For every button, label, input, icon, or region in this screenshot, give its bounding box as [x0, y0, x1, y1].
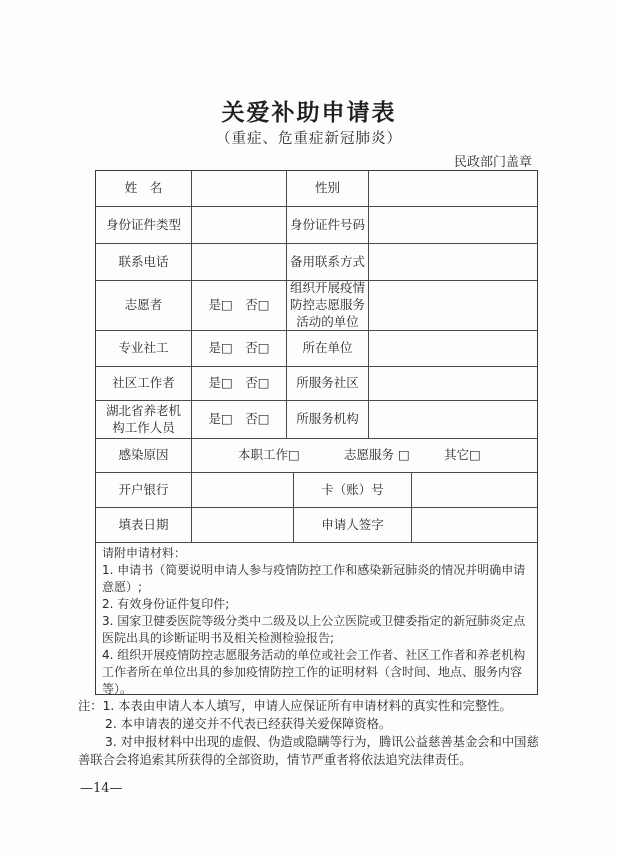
table-row [96, 281, 537, 331]
infection-option-volunteer[interactable]: 志愿服务 □ [344, 447, 410, 463]
volunteer-yes-no-checkbox[interactable]: 是□ 否□ [191, 281, 286, 330]
name-label: 姓 名 [124, 180, 163, 196]
gender-label: 性别 [286, 171, 368, 206]
community-worker-label: 社区工作者 [112, 375, 175, 391]
id-number-field[interactable] [368, 207, 537, 243]
form-title: 关爱补助申请表 [221, 99, 397, 126]
table-row [96, 367, 537, 401]
infection-reason-label: 感染原因 [118, 447, 169, 463]
phone-label: 联系电话 [118, 253, 169, 269]
attachment-item: 1. 申请书（简要说明申请人参与疫情防控工作和感染新冠肺炎的情况并明确申请意愿）; [102, 563, 526, 594]
infection-option-work[interactable]: 本职工作□ [238, 447, 300, 463]
elderly-care-yes-no-checkbox[interactable]: 是□ 否□ [191, 401, 286, 438]
backup-contact-label: 备用联系方式 [286, 244, 368, 280]
page-number: —14— [80, 781, 123, 796]
id-number-label: 身份证件号码 [286, 207, 368, 243]
table-row [96, 331, 537, 367]
phone-field[interactable] [191, 244, 286, 280]
note-item: 注：1. 本表由申请人本人填写，申请人应保证所有申请材料的真实性和完整性。 [78, 699, 512, 713]
bank-field[interactable] [191, 473, 293, 507]
table-row [96, 401, 537, 439]
id-type-field[interactable] [191, 207, 286, 243]
attachment-item: 2. 有效身份证件复印件; [102, 597, 230, 611]
attachment-item: 4. 组织开展疫情防控志愿服务活动的单位或社会工作者、社区工作者和养老机构工作者所在单位出具的参加疫情防控工作的证明材料（含时间、地点、服务内容等）。 [102, 648, 526, 696]
signature-field[interactable] [411, 508, 537, 542]
card-number-label: 卡（账）号 [293, 473, 411, 507]
gender-field[interactable] [368, 171, 537, 206]
table-row [96, 171, 537, 207]
table-row [96, 473, 537, 508]
work-unit-label: 所在单位 [286, 331, 368, 366]
table-row [96, 439, 537, 473]
date-label: 填表日期 [118, 516, 169, 532]
bank-label: 开户银行 [118, 481, 169, 497]
table-row [96, 207, 537, 244]
institution-served-label: 所服务机构 [286, 401, 368, 438]
backup-contact-field[interactable] [368, 244, 537, 280]
attachments-section [96, 543, 537, 700]
infection-option-other[interactable]: 其它□ [444, 447, 481, 463]
note-item: 2. 本申请表的递交并不代表已经获得关爱保障资格。 [105, 717, 392, 731]
id-type-label: 身份证件类型 [105, 216, 181, 232]
work-unit-field[interactable] [368, 331, 537, 366]
institution-served-field[interactable] [368, 401, 537, 438]
table-row [96, 244, 537, 281]
elderly-care-label: 湖北省养老机构工作人员 [105, 402, 181, 435]
application-form-table [95, 170, 538, 695]
volunteer-label: 志愿者 [124, 297, 163, 313]
stamp-note: 民政部门盖章 [453, 155, 532, 170]
attachments-heading: 请附申请材料： [102, 546, 187, 560]
community-worker-yes-no-checkbox[interactable]: 是□ 否□ [191, 367, 286, 400]
date-field[interactable] [191, 508, 293, 542]
signature-label: 申请人签字 [293, 508, 411, 542]
table-row [96, 508, 537, 543]
card-number-field[interactable] [411, 473, 537, 507]
attachment-item: 3. 国家卫健委医院等级分类中二级及以上公立医院或卫健委指定的新冠肺炎定点医院出具的诊断证明书及相关检测检验报告; [102, 614, 526, 645]
community-served-field[interactable] [368, 367, 537, 400]
note-item: 3. 对申报材料中出现的虚假、伪造或隐瞒等行为，腾讯公益慈善基金会和中国慈善联合会将追索其所获得的全部资助，情节严重者将依法追究法律责任。 [78, 735, 539, 767]
community-served-label: 所服务社区 [286, 367, 368, 400]
volunteer-org-label: 组织开展疫情防控志愿服务活动的单位 [286, 281, 368, 330]
infection-reason-options [191, 439, 537, 472]
social-worker-yes-no-checkbox[interactable]: 是□ 否□ [191, 331, 286, 366]
social-worker-label: 专业社工 [118, 340, 169, 356]
notes-section [78, 697, 548, 769]
form-subtitle: （重症、危重症新冠肺炎） [216, 131, 402, 147]
volunteer-org-field[interactable] [368, 281, 537, 330]
name-field[interactable] [191, 171, 286, 206]
